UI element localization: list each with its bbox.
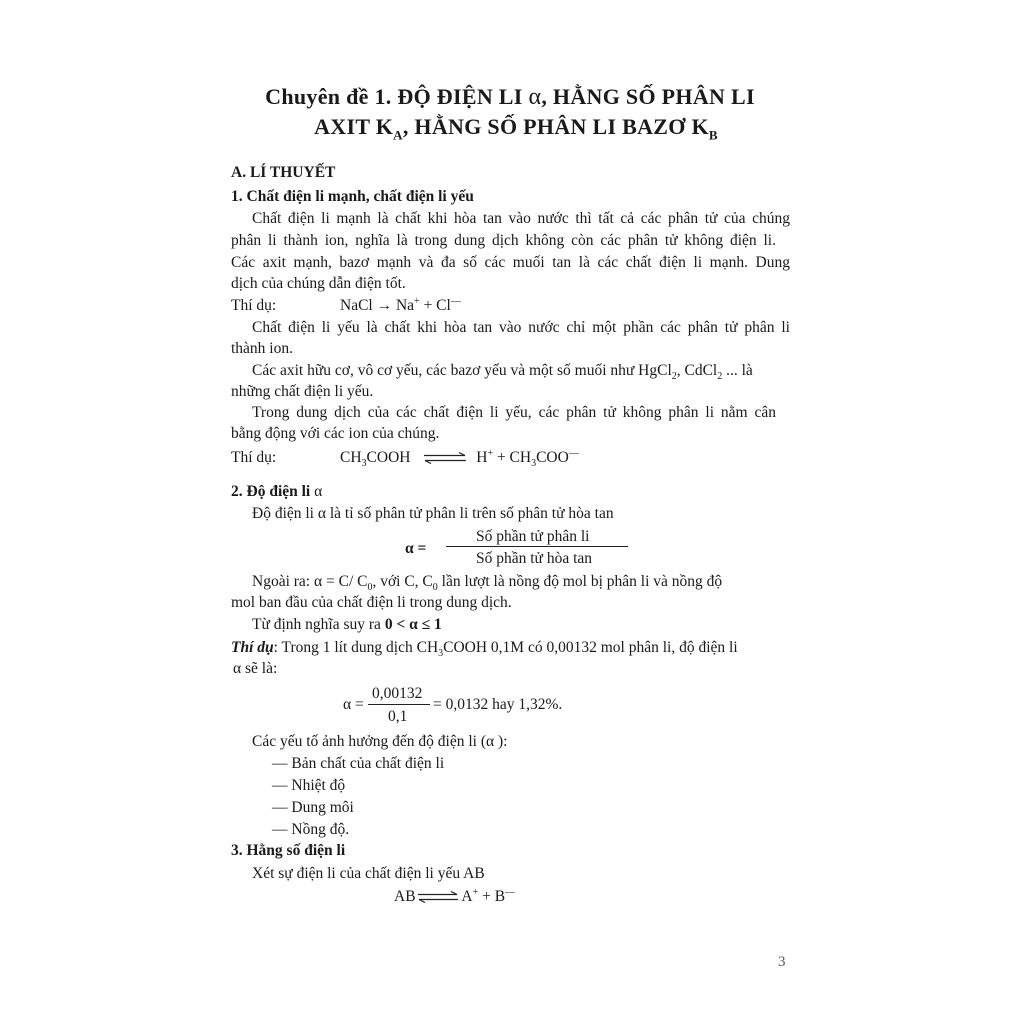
paragraph-line: bằng động với các ion của chúng. bbox=[231, 425, 440, 442]
eq-text: NaCl bbox=[340, 297, 377, 314]
text: , CdCl bbox=[676, 362, 718, 379]
paragraph-line: mol ban đầu của chất điện li trong dung dịch. bbox=[231, 594, 512, 611]
title-text-1: Chuyên đề 1. ĐỘ ĐIỆN LI bbox=[265, 84, 529, 109]
eq-text: + CH bbox=[493, 449, 532, 466]
eq-text: CH bbox=[340, 449, 362, 466]
title-alpha: α bbox=[528, 84, 542, 110]
alpha-symbol: α bbox=[314, 483, 323, 500]
text: lần lượt là nồng độ mol bị phân li và nồng độ bbox=[437, 573, 723, 590]
alpha-range bbox=[252, 615, 442, 635]
equilibrium-arrow-icon bbox=[416, 891, 460, 903]
paragraph-line: α sẽ là: bbox=[233, 660, 278, 677]
calc-numerator: 0,00132 bbox=[372, 685, 423, 702]
list-item: — Bản chất của chất điện li bbox=[272, 755, 445, 772]
text: ... là bbox=[722, 362, 753, 379]
title-text-2: , HẰNG SỐ PHÂN LI bbox=[541, 84, 755, 109]
eq-sup: + bbox=[472, 886, 479, 898]
fraction-lhs: α = bbox=[405, 540, 427, 557]
calc-denominator: 0,1 bbox=[388, 708, 408, 725]
eq-text: + B bbox=[478, 888, 506, 905]
example-label: Thí dụ bbox=[231, 639, 274, 656]
text: , với C, C bbox=[372, 573, 433, 590]
paragraph-line: thành ion. bbox=[231, 340, 293, 357]
paragraph-line: dịch của chúng dẫn điện tốt. bbox=[231, 275, 406, 292]
equilibrium-arrow-icon bbox=[422, 452, 468, 464]
calc-result: = 0,0132 hay 1,32%. bbox=[433, 696, 563, 713]
range-expression: 0 < α ≤ 1 bbox=[384, 616, 442, 633]
sub: 0 bbox=[432, 582, 438, 594]
alpha-symbol: α bbox=[313, 573, 323, 590]
equation-ab bbox=[394, 887, 515, 907]
paragraph-line bbox=[252, 572, 722, 592]
sub: 0 bbox=[367, 582, 373, 594]
text: Các axit hữu cơ, vô cơ yếu, các bazơ yếu và một số muối như HgCl bbox=[252, 362, 672, 379]
paragraph-line bbox=[252, 361, 790, 381]
text: COOH 0,1M có 0,00132 mol phân li, độ điện li bbox=[443, 639, 738, 656]
chapter-title-line-1 bbox=[0, 84, 1022, 111]
eq-text: AB bbox=[394, 888, 416, 905]
title-sub-b: B bbox=[708, 127, 718, 143]
section-a-heading: A. LÍ THUYẾT bbox=[231, 164, 336, 181]
text: Từ định nghĩa suy ra bbox=[252, 616, 385, 633]
heading-text: 2. Độ điện li bbox=[231, 483, 315, 500]
title-sub-a: A bbox=[393, 127, 403, 143]
paragraph-line: những chất điện li yếu. bbox=[231, 383, 374, 400]
eq-text: COOH bbox=[366, 449, 411, 466]
paragraph-line: Chất điện li mạnh là chất khi hòa tan vào nước thì tất cả các phân tử của chúng bbox=[252, 210, 790, 227]
sub: 2 bbox=[717, 371, 723, 383]
chapter-title-line-2 bbox=[4, 114, 1024, 143]
right-arrow-icon: → bbox=[376, 297, 393, 314]
list-item: — Nhiệt độ bbox=[272, 777, 346, 794]
alpha-symbol: α bbox=[317, 505, 326, 522]
factors-intro: Các yếu tố ảnh hưởng đến độ điện li (α ): bbox=[252, 733, 508, 750]
paragraph-line: Xét sự điện li của chất điện li yếu AB bbox=[252, 865, 485, 882]
example-label: Thí dụ: bbox=[231, 297, 277, 314]
eq-text: Na bbox=[392, 297, 415, 314]
calc-lhs: α = bbox=[343, 696, 364, 713]
list-item: — Nồng độ. bbox=[272, 821, 350, 838]
equation-acetic-acid bbox=[340, 448, 579, 468]
text: Độ điện li bbox=[252, 505, 318, 522]
fraction-numerator: Số phần tử phân li bbox=[476, 528, 590, 545]
eq-sup: — bbox=[568, 447, 579, 459]
example-label: Thí dụ: bbox=[231, 449, 277, 466]
eq-text: A bbox=[461, 888, 473, 905]
example-line bbox=[231, 638, 790, 658]
title-text-4: , HẰNG SỐ PHÂN LI BAZƠ K bbox=[402, 114, 709, 139]
eq-text: + Cl bbox=[419, 297, 451, 314]
text: = C/ C bbox=[322, 573, 368, 590]
paragraph-line: phân li thành ion, nghĩa là trong dung dịch không còn các phân tử không điện li. bbox=[231, 232, 776, 249]
text: là tỉ số phân tử phân li trên số phân tử hòa tan bbox=[326, 505, 614, 522]
eq-sup: + bbox=[487, 447, 494, 459]
eq-sup: — bbox=[450, 295, 461, 307]
section-1-heading: 1. Chất điện li mạnh, chất điện li yếu bbox=[231, 188, 474, 205]
sub: 2 bbox=[671, 371, 677, 383]
text: : Trong 1 lít dung dịch CH bbox=[273, 639, 439, 656]
eq-text: COO bbox=[536, 449, 569, 466]
fraction-bar bbox=[368, 704, 430, 705]
title-text-3: AXIT K bbox=[314, 114, 394, 139]
list-item: — Dung môi bbox=[272, 799, 354, 816]
section-3-heading: 3. Hằng số điện li bbox=[231, 842, 346, 859]
eq-sup: — bbox=[505, 886, 516, 898]
eq-sub: 3 bbox=[531, 458, 537, 470]
alpha-definition bbox=[252, 504, 614, 524]
paragraph-line: Chất điện li yếu là chất khi hòa tan vào nước chỉ một phần các phân tử phân li bbox=[252, 319, 790, 336]
equation-nacl bbox=[340, 296, 461, 316]
fraction-bar bbox=[446, 546, 628, 547]
eq-sub: 3 bbox=[361, 458, 367, 470]
eq-sup: + bbox=[414, 295, 420, 307]
fraction-denominator: Số phần tử hòa tan bbox=[476, 550, 593, 567]
page-number: 3 bbox=[778, 954, 786, 970]
eq-text: H bbox=[476, 449, 488, 466]
sub: 3 bbox=[438, 648, 444, 660]
text: Ngoài ra: bbox=[252, 573, 314, 590]
paragraph-line: Trong dung dịch của các chất điện li yếu, các phân tử không phân li nằm cân bbox=[252, 404, 776, 421]
section-2-heading bbox=[231, 482, 322, 502]
paragraph-line: Các axit mạnh, bazơ mạnh và đa số các muối tan là các chất điện li mạnh. Dung bbox=[231, 254, 790, 271]
